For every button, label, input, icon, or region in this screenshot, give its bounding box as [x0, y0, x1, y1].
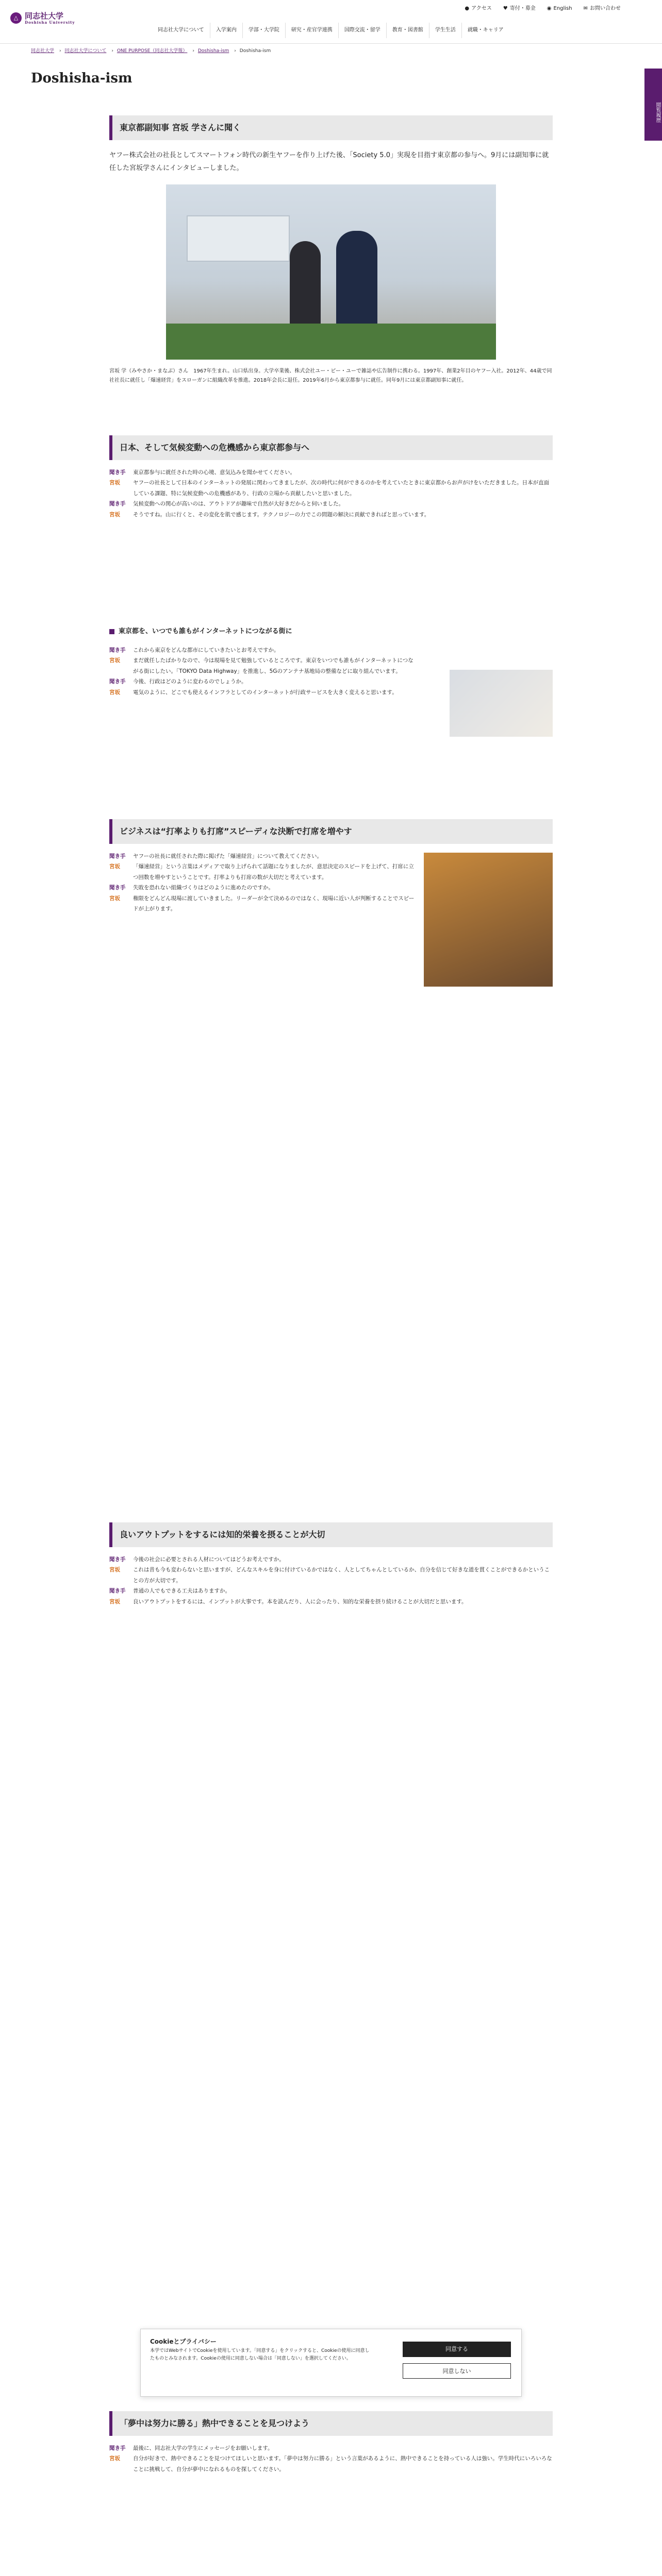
nav-faculties[interactable]: 学部・大学院 [242, 23, 285, 38]
nav-career[interactable]: 就職・キャリア [461, 23, 509, 38]
cookie-title: Cookieとプライバシー [150, 2338, 217, 2345]
nav-about[interactable]: 同志社大学について [158, 27, 204, 33]
photo-sign [187, 215, 290, 262]
qa-passion [109, 2443, 553, 2475]
crumb-home[interactable]: 同志社大学 [31, 48, 55, 54]
qa-row: 聞き手 今後、行政はどのように変わるのでしょうか。 [109, 679, 247, 685]
section-passion [109, 2411, 553, 2475]
interview-heading-block [109, 115, 553, 175]
crumb-ism[interactable]: Doshisha-ism [197, 48, 229, 54]
qa-row: 宮坂 ヤフーの社長として日本のインターネットの発展に関わってきましたが、次の時代に何ができるのかを考えていたときに東京都からお声がけをいただきました。日本が直面している課題、特に気候変動への危機感があり、行政の立場から貢献したいと思いました。 [109, 480, 550, 497]
interview-heading: 東京都副知事 宮坂 学さんに聞く [109, 115, 553, 140]
global-nav [152, 23, 662, 38]
qa-row: 宮坂 これは昔も今も変わらないと思いますが、どんなスキルを身に付けているかではなく、人としてちゃんとしているか、自分を信じて好きな道を貫くことができるかということの方が大切です。 [109, 1567, 550, 1584]
qa-row: 聞き手 最後に、同志社大学の学生にメッセージをお願いします。 [109, 2445, 273, 2451]
qa-row: 聞き手 東京都参与に就任された時の心境、意気込みを聞かせてください。 [109, 469, 295, 476]
main-photo [166, 184, 496, 360]
qa-row: 聞き手 これから東京をどんな都市にしていきたいとお考えですか。 [109, 647, 279, 653]
intro-text: ヤフー株式会社の社長としてスマートフォン時代の新生ヤフーを作り上げた後、「Society 5.0」実現を目指す東京都の参与へ。9月には副知事に就任した宮坂学さんにインタビューしました。 [109, 151, 549, 172]
util-english[interactable]: ◉ English [547, 6, 572, 11]
page-title: Doshisha-ism [31, 71, 133, 86]
interview-photo-2 [450, 670, 553, 737]
section-heading-climate: 日本、そして気候変動への危機感から東京都参与へ [109, 435, 553, 460]
section-heading-passion: 「夢中は努力に勝る」熱中できることを見つけよう [109, 2411, 553, 2436]
util-donation[interactable]: ♥ 寄付・募金 [503, 6, 536, 11]
qa-row: 宮坂 良いアウトプットをするには、インプットが大事です。本を読んだり、人に会ったり、知的な栄養を摂り続けることが大切だと思います。 [109, 1598, 467, 1605]
subheading-internet: 東京都を、いつでも誰もがインターネットにつながる街に [109, 626, 553, 638]
history-side-tab[interactable]: 閲覧履歴 [644, 69, 662, 141]
crumb-about[interactable]: 同志社大学について [64, 48, 107, 54]
site-logo[interactable] [10, 11, 75, 25]
cookie-reject-button[interactable]: 同意しない [403, 2363, 511, 2379]
qa-row: 聞き手 気候変動への関心が高いのは、アウトドアが趣味で自然が大好きだからと伺いました。 [109, 501, 344, 507]
cookie-text: 本学ではWebサイトでCookieを使用しています。「同意する」をクリックすると、Cookieの使用に同意したものとみなされます。Cookieの使用に同意しない場合は「同意しない」を選択してください。 [150, 2348, 370, 2362]
qa-climate [109, 467, 553, 520]
utility-links [465, 4, 621, 13]
qa-row: 聞き手 ヤフーの社長に就任された際に掲げた「爆速経営」について教えてください。 [109, 853, 322, 859]
qa-row: 聞き手 今後の社会に必要とされる人材についてはどうお考えですか。 [109, 1556, 285, 1563]
qa-row: 聞き手 普通の人でもできる工夫はありますか。 [109, 1588, 230, 1595]
crumb-onepurpose[interactable]: ONE PURPOSE（同志社大学報） [117, 48, 188, 54]
utility-bar [0, 0, 662, 23]
qa-row: 宮坂 そうですね。山に行くと、その変化を肌で感じます。テクノロジーの力でこの問題の解決に貢献できればと思っています。 [109, 511, 430, 518]
section-heading-output: 良いアウトプットをするには知的栄養を摂ることが大切 [109, 1522, 553, 1547]
nav-student-life[interactable]: 学生生活 [429, 23, 461, 38]
nav-admission[interactable]: 入学案内 [210, 23, 242, 38]
util-contact[interactable]: ✉ お問い合わせ [583, 6, 621, 11]
qa-business [109, 851, 419, 914]
qa-output [109, 1554, 553, 1607]
qa-row: 宮坂 まだ就任したばかりなので、今は現場を見て勉強しているところです。東京をいつでも誰もがインターネットにつながる街にしたい。「TOKYO Data Highway」を推進し、5Gのアンテナ基地局の整備などに取り組んでいます。 [109, 657, 413, 674]
interview-photo-3 [424, 853, 553, 987]
cookie-banner [140, 2329, 522, 2397]
qa-row: 宮坂 自分が好きで、熱中できることを見つけてほしいと思います。「夢中は努力に勝る」という言葉があるように、熱中できることを持っている人は強い。学生時代にいろいろなことに挑戦して、自分が夢中になれるものを探してください。 [109, 2455, 552, 2472]
profile-caption: 宮坂 学（みやさか・まなぶ）さん 1967年生まれ。山口県出身。大学卒業後、株式会社ユー・ピー・ユーで雑誌や広告制作に携わる。1997年、創業2年目のヤフー入社。2012年、44歳で同社社長に就任し「爆速経営」をスローガンに組織改革を推進。2018年会長に退任。2019年6月から東京都参与に就任。同年9月には東京都副知事に就任。 [109, 368, 552, 383]
section-climate [109, 435, 553, 520]
nav-international[interactable]: 国際交流・留学 [338, 23, 386, 38]
section-heading-business: ビジネスは“打率よりも打席”スピーディな決断で打席を増やす [109, 819, 553, 844]
util-access[interactable]: ● アクセス [465, 6, 492, 11]
qa-row: 聞き手 失敗を恐れない組織づくりはどのように進めたのですか。 [109, 885, 274, 891]
nav-research[interactable]: 研究・産官学連携 [285, 23, 338, 38]
cookie-accept-button[interactable]: 同意する [403, 2342, 511, 2357]
qa-row: 宮坂 権限をどんどん現場に渡していきました。リーダーが全て決めるのではなく、現場に近い人が判断することでスピードが上がります。 [109, 895, 415, 912]
qa-internet [109, 645, 419, 698]
qa-row: 宮坂 「爆速経営」という言葉はメディアで取り上げられて話題になりましたが、意思決定のスピードを上げて、打席に立つ回数を増やすということです。打率よりも打席の数が大切だと考えています。 [109, 863, 414, 880]
heading-square-icon [109, 629, 114, 634]
section-output [109, 1522, 553, 1607]
qa-row: 宮坂 電気のように、どこでも使えるインフラとしてのインターネットが行政サービスを大きく変えると思います。 [109, 689, 398, 696]
header-divider [0, 43, 662, 44]
logo-emblem: △ [10, 12, 22, 24]
crumb-current: Doshisha-ism [239, 48, 271, 54]
photo-plants [166, 324, 496, 360]
logo-text: 同志社大学 Doshisha University [25, 11, 75, 25]
nav-education[interactable]: 教育・図書館 [386, 23, 429, 38]
breadcrumb: 同志社大学 › 同志社大学について › ONE PURPOSE（同志社大学報） › Doshisha-ism › Doshisha-ism [31, 48, 271, 54]
